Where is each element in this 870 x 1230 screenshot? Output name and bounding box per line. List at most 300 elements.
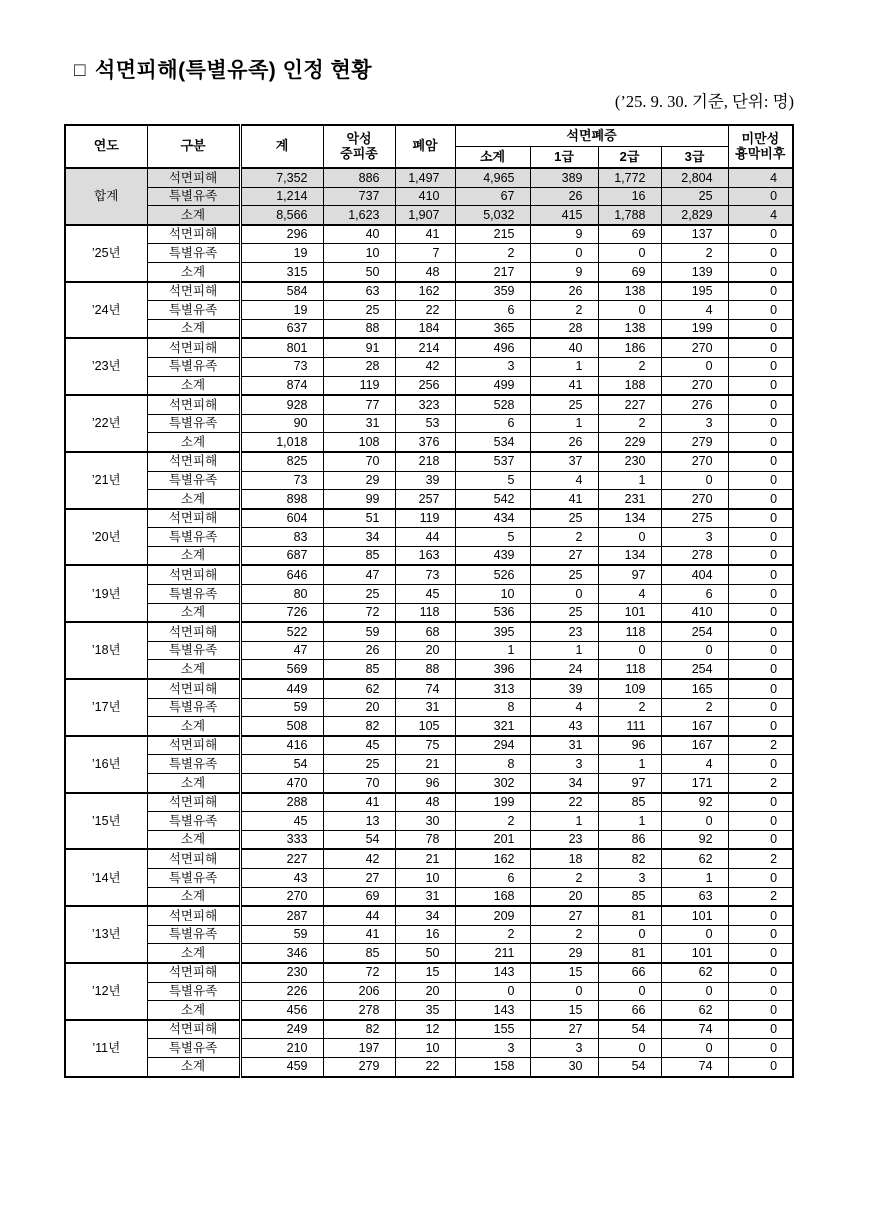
- value-cell: 217: [455, 262, 530, 281]
- value-cell: 584: [240, 282, 323, 301]
- value-cell: 278: [661, 546, 728, 565]
- value-cell: 270: [661, 338, 728, 357]
- category-cell: 소계: [147, 1001, 240, 1020]
- value-cell: 26: [530, 433, 598, 452]
- value-cell: 2,829: [661, 206, 728, 225]
- value-cell: 496: [455, 338, 530, 357]
- value-cell: 6: [661, 585, 728, 604]
- value-cell: 28: [323, 357, 395, 376]
- value-cell: 8,566: [240, 206, 323, 225]
- year-cell: ’16년: [65, 736, 147, 793]
- value-cell: 0: [728, 244, 793, 263]
- value-cell: 69: [598, 225, 661, 244]
- value-cell: 165: [661, 679, 728, 698]
- value-cell: 254: [661, 622, 728, 641]
- category-cell: 소계: [147, 319, 240, 338]
- value-cell: 108: [323, 433, 395, 452]
- year-cell: ’18년: [65, 622, 147, 679]
- value-cell: 88: [395, 660, 455, 679]
- value-cell: 231: [598, 490, 661, 509]
- page-title: [74, 54, 372, 84]
- value-cell: 0: [728, 452, 793, 471]
- value-cell: 1: [598, 471, 661, 490]
- value-cell: 0: [728, 490, 793, 509]
- value-cell: 0: [728, 868, 793, 887]
- value-cell: 34: [530, 774, 598, 793]
- category-cell: 석면피해: [147, 1020, 240, 1039]
- value-cell: 0: [728, 679, 793, 698]
- value-cell: 737: [323, 187, 395, 206]
- category-cell: 특별유족: [147, 1039, 240, 1058]
- table-row: [65, 603, 793, 622]
- value-cell: 254: [661, 660, 728, 679]
- value-cell: 270: [661, 376, 728, 395]
- table-row: [65, 660, 793, 679]
- value-cell: 346: [240, 944, 323, 963]
- table-row: [65, 187, 793, 206]
- value-cell: 26: [323, 641, 395, 660]
- category-cell: 석면피해: [147, 736, 240, 755]
- value-cell: 62: [661, 963, 728, 982]
- table-row: [65, 357, 793, 376]
- value-cell: 47: [240, 641, 323, 660]
- value-cell: 323: [395, 395, 455, 414]
- value-cell: 85: [323, 546, 395, 565]
- square-bullet-icon: □: [74, 60, 86, 81]
- table-row: [65, 793, 793, 812]
- value-cell: 188: [598, 376, 661, 395]
- value-cell: 2: [598, 414, 661, 433]
- value-cell: 230: [598, 452, 661, 471]
- value-cell: 0: [728, 376, 793, 395]
- category-cell: 소계: [147, 944, 240, 963]
- value-cell: 31: [395, 698, 455, 717]
- value-cell: 275: [661, 509, 728, 528]
- value-cell: 3: [455, 1039, 530, 1058]
- value-cell: 83: [240, 528, 323, 547]
- value-cell: 22: [395, 301, 455, 320]
- value-cell: 21: [395, 849, 455, 868]
- value-cell: 0: [728, 830, 793, 849]
- table-row: [65, 925, 793, 944]
- value-cell: 27: [530, 1020, 598, 1039]
- value-cell: 41: [395, 225, 455, 244]
- value-cell: 0: [728, 282, 793, 301]
- value-cell: 0: [728, 717, 793, 736]
- table-row: [65, 528, 793, 547]
- category-cell: 소계: [147, 1057, 240, 1076]
- value-cell: 20: [395, 641, 455, 660]
- table-row: [65, 585, 793, 604]
- value-cell: 186: [598, 338, 661, 357]
- year-cell: ’20년: [65, 509, 147, 566]
- value-cell: 569: [240, 660, 323, 679]
- value-cell: 0: [728, 906, 793, 925]
- value-cell: 48: [395, 262, 455, 281]
- value-cell: 2,804: [661, 168, 728, 187]
- value-cell: 226: [240, 982, 323, 1001]
- value-cell: 0: [728, 641, 793, 660]
- value-cell: 20: [530, 887, 598, 906]
- value-cell: 44: [323, 906, 395, 925]
- value-cell: 85: [598, 793, 661, 812]
- value-cell: 0: [728, 1057, 793, 1076]
- year-cell: ’23년: [65, 338, 147, 395]
- value-cell: 3: [598, 868, 661, 887]
- category-cell: 특별유족: [147, 471, 240, 490]
- value-cell: 1,214: [240, 187, 323, 206]
- value-cell: 15: [530, 1001, 598, 1020]
- value-cell: 0: [728, 660, 793, 679]
- value-cell: 0: [728, 565, 793, 584]
- value-cell: 42: [395, 357, 455, 376]
- value-cell: 6: [455, 414, 530, 433]
- value-cell: 118: [598, 622, 661, 641]
- value-cell: 4: [661, 301, 728, 320]
- value-cell: 54: [240, 755, 323, 774]
- table-row: [65, 168, 793, 187]
- value-cell: 3: [661, 528, 728, 547]
- value-cell: 41: [323, 925, 395, 944]
- value-cell: 168: [455, 887, 530, 906]
- value-cell: 85: [598, 887, 661, 906]
- value-cell: 1,907: [395, 206, 455, 225]
- value-cell: 167: [661, 717, 728, 736]
- value-cell: 536: [455, 603, 530, 622]
- table-row: [65, 565, 793, 584]
- value-cell: 47: [323, 565, 395, 584]
- value-cell: 9: [530, 225, 598, 244]
- value-cell: 41: [530, 490, 598, 509]
- value-cell: 31: [323, 414, 395, 433]
- value-cell: 534: [455, 433, 530, 452]
- value-cell: 0: [661, 925, 728, 944]
- value-cell: 29: [530, 944, 598, 963]
- table-row: [65, 944, 793, 963]
- value-cell: 27: [530, 546, 598, 565]
- category-cell: 특별유족: [147, 698, 240, 717]
- table-row: [65, 717, 793, 736]
- category-cell: 특별유족: [147, 301, 240, 320]
- value-cell: 41: [323, 793, 395, 812]
- header-total: 계: [240, 125, 323, 168]
- table-row: [65, 812, 793, 831]
- value-cell: 118: [395, 603, 455, 622]
- table-row: [65, 679, 793, 698]
- value-cell: 101: [661, 906, 728, 925]
- value-cell: 81: [598, 906, 661, 925]
- value-cell: 1: [598, 812, 661, 831]
- value-cell: 42: [323, 849, 395, 868]
- value-cell: 62: [661, 1001, 728, 1020]
- value-cell: 97: [598, 565, 661, 584]
- value-cell: 25: [530, 603, 598, 622]
- header-mesothelioma: [323, 125, 395, 168]
- value-cell: 294: [455, 736, 530, 755]
- value-cell: 0: [598, 925, 661, 944]
- value-cell: 96: [598, 736, 661, 755]
- value-cell: 199: [661, 319, 728, 338]
- value-cell: 0: [661, 812, 728, 831]
- value-cell: 3: [661, 414, 728, 433]
- value-cell: 508: [240, 717, 323, 736]
- value-cell: 59: [323, 622, 395, 641]
- value-cell: 23: [530, 622, 598, 641]
- value-cell: 0: [728, 622, 793, 641]
- value-cell: 34: [395, 906, 455, 925]
- year-cell: ’11년: [65, 1020, 147, 1077]
- value-cell: 171: [661, 774, 728, 793]
- table-row: [65, 887, 793, 906]
- value-cell: 604: [240, 509, 323, 528]
- value-cell: 68: [395, 622, 455, 641]
- value-cell: 54: [323, 830, 395, 849]
- table-row: [65, 490, 793, 509]
- value-cell: 415: [530, 206, 598, 225]
- value-cell: 15: [530, 963, 598, 982]
- value-cell: 72: [323, 603, 395, 622]
- value-cell: 30: [530, 1057, 598, 1076]
- value-cell: 0: [728, 1001, 793, 1020]
- value-cell: 333: [240, 830, 323, 849]
- value-cell: 86: [598, 830, 661, 849]
- value-cell: 74: [661, 1020, 728, 1039]
- value-cell: 25: [530, 509, 598, 528]
- table-row: [65, 319, 793, 338]
- value-cell: 96: [395, 774, 455, 793]
- table-row: [65, 206, 793, 225]
- category-cell: 특별유족: [147, 812, 240, 831]
- value-cell: 70: [323, 452, 395, 471]
- value-cell: 15: [395, 963, 455, 982]
- value-cell: 528: [455, 395, 530, 414]
- value-cell: 2: [728, 849, 793, 868]
- table-row: [65, 982, 793, 1001]
- value-cell: 19: [240, 301, 323, 320]
- value-cell: 24: [530, 660, 598, 679]
- value-cell: 25: [323, 585, 395, 604]
- value-cell: 376: [395, 433, 455, 452]
- value-cell: 434: [455, 509, 530, 528]
- category-cell: 석면피해: [147, 906, 240, 925]
- table-body: [65, 168, 793, 1077]
- value-cell: 898: [240, 490, 323, 509]
- table-row: [65, 433, 793, 452]
- value-cell: 2: [728, 887, 793, 906]
- value-cell: 0: [728, 925, 793, 944]
- value-cell: 801: [240, 338, 323, 357]
- year-cell: ’13년: [65, 906, 147, 963]
- category-cell: 석면피해: [147, 509, 240, 528]
- value-cell: 0: [728, 319, 793, 338]
- value-cell: 288: [240, 793, 323, 812]
- value-cell: 66: [598, 1001, 661, 1020]
- value-cell: 6: [455, 301, 530, 320]
- value-cell: 0: [728, 698, 793, 717]
- value-cell: 85: [323, 944, 395, 963]
- reference-date-note: (’25. 9. 30. 기준, 단위: 명): [614, 92, 794, 111]
- value-cell: 118: [598, 660, 661, 679]
- value-cell: 9: [530, 262, 598, 281]
- value-cell: 0: [728, 187, 793, 206]
- value-cell: 138: [598, 282, 661, 301]
- year-cell: ’22년: [65, 395, 147, 452]
- value-cell: 22: [530, 793, 598, 812]
- table-row: [65, 774, 793, 793]
- value-cell: 41: [530, 376, 598, 395]
- year-cell: ’21년: [65, 452, 147, 509]
- value-cell: 63: [661, 887, 728, 906]
- year-cell: ’15년: [65, 793, 147, 850]
- table-row: [65, 244, 793, 263]
- value-cell: 2: [455, 812, 530, 831]
- value-cell: 2: [530, 528, 598, 547]
- value-cell: 10: [455, 585, 530, 604]
- year-cell: ’14년: [65, 849, 147, 906]
- value-cell: 78: [395, 830, 455, 849]
- value-cell: 215: [455, 225, 530, 244]
- header-pleural-line2: 흉막비후: [735, 145, 786, 161]
- value-cell: 4: [530, 471, 598, 490]
- value-cell: 928: [240, 395, 323, 414]
- value-cell: 0: [728, 262, 793, 281]
- value-cell: 389: [530, 168, 598, 187]
- value-cell: 439: [455, 546, 530, 565]
- value-cell: 270: [661, 490, 728, 509]
- category-cell: 석면피해: [147, 225, 240, 244]
- value-cell: 2: [530, 301, 598, 320]
- value-cell: 30: [395, 812, 455, 831]
- value-cell: 134: [598, 546, 661, 565]
- value-cell: 80: [240, 585, 323, 604]
- value-cell: 7: [395, 244, 455, 263]
- value-cell: 25: [323, 755, 395, 774]
- value-cell: 119: [395, 509, 455, 528]
- category-cell: 특별유족: [147, 585, 240, 604]
- header-year: 연도: [65, 125, 147, 168]
- value-cell: 53: [395, 414, 455, 433]
- value-cell: 2: [661, 698, 728, 717]
- value-cell: 0: [728, 963, 793, 982]
- value-cell: 143: [455, 1001, 530, 1020]
- category-cell: 특별유족: [147, 925, 240, 944]
- table-header: [65, 125, 793, 168]
- value-cell: 315: [240, 262, 323, 281]
- value-cell: 0: [598, 528, 661, 547]
- value-cell: 34: [323, 528, 395, 547]
- value-cell: 4: [530, 698, 598, 717]
- category-cell: 특별유족: [147, 414, 240, 433]
- category-cell: 특별유족: [147, 641, 240, 660]
- category-cell: 특별유족: [147, 357, 240, 376]
- value-cell: 0: [530, 244, 598, 263]
- value-cell: 16: [395, 925, 455, 944]
- value-cell: 69: [598, 262, 661, 281]
- value-cell: 321: [455, 717, 530, 736]
- value-cell: 279: [323, 1057, 395, 1076]
- value-cell: 77: [323, 395, 395, 414]
- value-cell: 0: [661, 471, 728, 490]
- value-cell: 26: [530, 187, 598, 206]
- value-cell: 2: [661, 244, 728, 263]
- value-cell: 90: [240, 414, 323, 433]
- value-cell: 278: [323, 1001, 395, 1020]
- value-cell: 45: [240, 812, 323, 831]
- value-cell: 1: [661, 868, 728, 887]
- value-cell: 276: [661, 395, 728, 414]
- table-row: [65, 452, 793, 471]
- value-cell: 26: [530, 282, 598, 301]
- value-cell: 59: [240, 925, 323, 944]
- value-cell: 0: [598, 301, 661, 320]
- value-cell: 0: [728, 982, 793, 1001]
- value-cell: 25: [530, 395, 598, 414]
- value-cell: 62: [323, 679, 395, 698]
- value-cell: 542: [455, 490, 530, 509]
- value-cell: 825: [240, 452, 323, 471]
- value-cell: 229: [598, 433, 661, 452]
- value-cell: 404: [661, 565, 728, 584]
- header-asbestosis-group: 석면폐증: [455, 125, 728, 147]
- header-asbestosis-grade3: 3급: [661, 147, 728, 169]
- value-cell: 257: [395, 490, 455, 509]
- table-row: [65, 376, 793, 395]
- value-cell: 62: [661, 849, 728, 868]
- value-cell: 395: [455, 622, 530, 641]
- value-cell: 0: [530, 982, 598, 1001]
- value-cell: 4: [728, 168, 793, 187]
- value-cell: 184: [395, 319, 455, 338]
- value-cell: 82: [323, 1020, 395, 1039]
- value-cell: 40: [530, 338, 598, 357]
- value-cell: 2: [728, 736, 793, 755]
- value-cell: 18: [530, 849, 598, 868]
- value-cell: 23: [530, 830, 598, 849]
- header-lung-cancer: 폐암: [395, 125, 455, 168]
- value-cell: 365: [455, 319, 530, 338]
- year-cell: 합계: [65, 168, 147, 225]
- header-asbestosis-grade2: 2급: [598, 147, 661, 169]
- value-cell: 101: [661, 944, 728, 963]
- category-cell: 석면피해: [147, 622, 240, 641]
- category-cell: 석면피해: [147, 793, 240, 812]
- category-cell: 소계: [147, 887, 240, 906]
- value-cell: 63: [323, 282, 395, 301]
- value-cell: 5,032: [455, 206, 530, 225]
- value-cell: 31: [395, 887, 455, 906]
- table-row: [65, 338, 793, 357]
- value-cell: 0: [661, 1039, 728, 1058]
- asbestos-status-table: [64, 124, 794, 1078]
- value-cell: 287: [240, 906, 323, 925]
- value-cell: 1: [455, 641, 530, 660]
- value-cell: 73: [240, 471, 323, 490]
- value-cell: 270: [661, 452, 728, 471]
- value-cell: 0: [728, 433, 793, 452]
- value-cell: 886: [323, 168, 395, 187]
- category-cell: 석면피해: [147, 565, 240, 584]
- category-cell: 소계: [147, 546, 240, 565]
- value-cell: 313: [455, 679, 530, 698]
- value-cell: 4: [728, 206, 793, 225]
- value-cell: 39: [530, 679, 598, 698]
- value-cell: 29: [323, 471, 395, 490]
- value-cell: 10: [395, 868, 455, 887]
- value-cell: 537: [455, 452, 530, 471]
- table-row: [65, 471, 793, 490]
- value-cell: 0: [728, 225, 793, 244]
- value-cell: 27: [323, 868, 395, 887]
